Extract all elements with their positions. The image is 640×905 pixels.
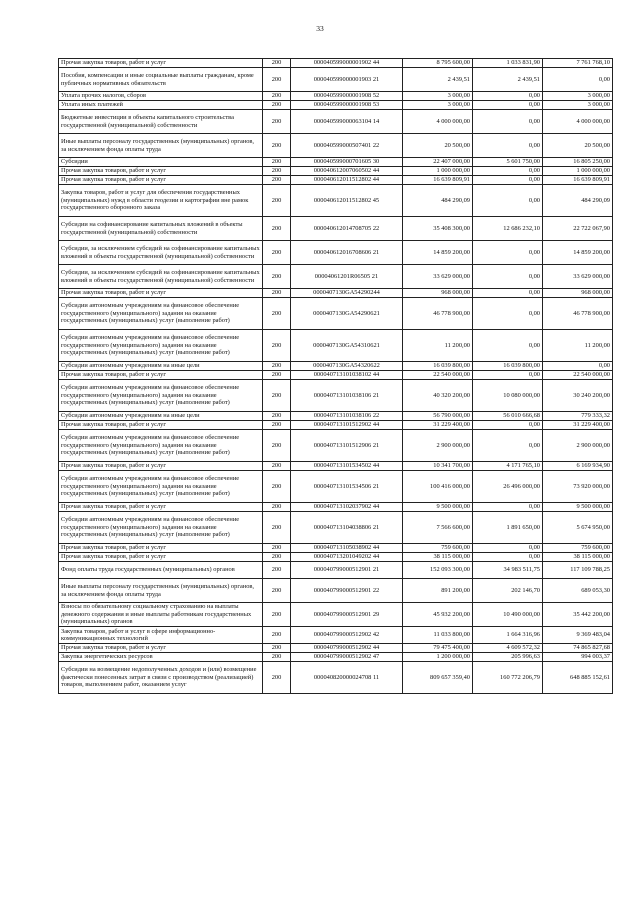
cell-line-code: 200 [263,110,291,134]
cell-classification-code: 000040713101038102 44 [291,371,403,380]
cell-approved: 100 416 000,00 [403,471,473,503]
cell-executed: 0,00 [473,265,543,289]
cell-line-code: 200 [263,562,291,579]
cell-unexecuted: 759 600,00 [543,544,613,553]
cell-classification-code: 0000407130GA54320622 [291,362,403,371]
table-row [59,380,613,412]
cell-approved: 40 320 200,00 [403,380,473,412]
table-row [59,101,613,110]
cell-classification-code: 000040799000512902 44 [291,644,403,653]
cell-approved: 1 200 000,00 [403,653,473,662]
cell-classification-code: 000040599000063104 14 [291,110,403,134]
cell-classification-code: 000040599000001908 53 [291,101,403,110]
cell-executed: 16 039 800,00 [473,362,543,371]
cell-unexecuted: 16 639 809,91 [543,176,613,185]
cell-name: Субсидии автономным учреждениям на финансовое обеспечение государственного (муниципального) задания на оказание государственных (муниципальных) услуг (выполнение работ) [59,330,263,362]
cell-line-code: 200 [263,176,291,185]
cell-executed: 160 772 206,79 [473,662,543,694]
cell-classification-code: 000040713101512902 44 [291,421,403,430]
cell-unexecuted: 9 500 000,00 [543,503,613,512]
table-row [59,59,613,68]
table-row [59,158,613,167]
table-row [59,562,613,579]
cell-classification-code: 000040799000512901 21 [291,562,403,579]
cell-executed: 5 601 750,00 [473,158,543,167]
table-row [59,662,613,694]
cell-unexecuted: 648 885 152,61 [543,662,613,694]
cell-line-code: 200 [263,68,291,92]
cell-approved: 20 500,00 [403,134,473,158]
table-row [59,176,613,185]
cell-classification-code: 000040799000512901 22 [291,579,403,603]
cell-executed: 10 080 000,00 [473,380,543,412]
cell-classification-code: 0000407130GA54310621 [291,330,403,362]
cell-approved: 968 000,00 [403,289,473,298]
cell-name: Субсидии на софинансирование капитальных вложений в объекты государственной (муниципальной) собственности [59,217,263,241]
cell-classification-code: 000040612014708705 22 [291,217,403,241]
cell-approved: 11 033 800,00 [403,627,473,644]
cell-name: Прочая закупка товаров, работ и услуг [59,59,263,68]
cell-classification-code: 000040713105038902 44 [291,544,403,553]
cell-approved: 14 859 200,00 [403,241,473,265]
cell-unexecuted: 779 333,32 [543,412,613,421]
cell-line-code: 200 [263,544,291,553]
cell-classification-code: 000040612007060502 44 [291,167,403,176]
cell-approved: 56 790 000,00 [403,412,473,421]
cell-executed: 0,00 [473,167,543,176]
cell-line-code: 200 [263,330,291,362]
cell-name: Прочая закупка товаров, работ и услуг [59,644,263,653]
cell-executed: 1 664 316,96 [473,627,543,644]
cell-unexecuted: 968 000,00 [543,289,613,298]
cell-executed: 1 033 831,90 [473,59,543,68]
cell-classification-code: 000040713101512906 21 [291,430,403,462]
cell-name: Прочая закупка товаров, работ и услуг [59,289,263,298]
cell-executed: 2 439,51 [473,68,543,92]
cell-line-code: 200 [263,167,291,176]
cell-name: Субсидии автономным учреждениям на финансовое обеспечение государственного (муниципального) задания на оказание государственных (муниципальных) услуг (выполнение работ) [59,512,263,544]
cell-approved: 45 932 200,00 [403,603,473,627]
cell-name: Прочая закупка товаров, работ и услуг [59,421,263,430]
cell-line-code: 200 [263,289,291,298]
cell-line-code: 200 [263,627,291,644]
cell-approved: 46 778 900,00 [403,298,473,330]
cell-approved: 4 000 000,00 [403,110,473,134]
cell-unexecuted: 46 778 900,00 [543,298,613,330]
cell-unexecuted: 35 442 200,00 [543,603,613,627]
cell-executed: 0,00 [473,430,543,462]
cell-executed: 0,00 [473,101,543,110]
cell-name: Прочая закупка товаров, работ и услуг [59,371,263,380]
cell-name: Закупка товаров, работ и услуг в сфере информационно-коммуникационных технологий [59,627,263,644]
cell-approved: 7 566 600,00 [403,512,473,544]
cell-line-code: 200 [263,653,291,662]
cell-line-code: 200 [263,371,291,380]
cell-executed: 1 891 650,00 [473,512,543,544]
cell-classification-code: 000040713102037902 44 [291,503,403,512]
cell-executed: 0,00 [473,553,543,562]
cell-executed: 34 983 511,75 [473,562,543,579]
cell-unexecuted: 1 000 000,00 [543,167,613,176]
cell-approved: 10 341 700,00 [403,462,473,471]
table-row [59,603,613,627]
cell-line-code: 200 [263,362,291,371]
cell-approved: 22 407 000,00 [403,158,473,167]
cell-name: Прочая закупка товаров, работ и услуг [59,503,263,512]
cell-name: Субсидии автономным учреждениям на финансовое обеспечение государственного (муниципального) задания на оказание государственных (муниципальных) услуг (выполнение работ) [59,298,263,330]
cell-approved: 3 000,00 [403,101,473,110]
cell-approved: 891 200,00 [403,579,473,603]
cell-line-code: 200 [263,512,291,544]
cell-approved: 35 408 300,00 [403,217,473,241]
cell-approved: 9 500 000,00 [403,503,473,512]
cell-executed: 4 609 572,32 [473,644,543,653]
cell-line-code: 200 [263,471,291,503]
cell-unexecuted: 7 761 768,10 [543,59,613,68]
cell-unexecuted: 38 115 000,00 [543,553,613,562]
cell-line-code: 200 [263,553,291,562]
cell-approved: 16 639 809,91 [403,176,473,185]
cell-executed: 0,00 [473,421,543,430]
cell-unexecuted: 2 900 000,00 [543,430,613,462]
table-row [59,421,613,430]
cell-line-code: 200 [263,241,291,265]
table-row [59,265,613,289]
cell-name: Пособия, компенсации и иные социальные выплаты гражданам, кроме публичных нормативных обязательств [59,68,263,92]
cell-classification-code: 000040713201049202 44 [291,553,403,562]
cell-line-code: 200 [263,579,291,603]
cell-classification-code: 000040612011512802 45 [291,185,403,217]
cell-line-code: 200 [263,603,291,627]
cell-name: Субсидии, за исключением субсидий на софинансирование капитальных вложений в объекты государственной (муниципальной) собственности [59,265,263,289]
cell-executed: 0,00 [473,371,543,380]
table-row [59,68,613,92]
table-row [59,430,613,462]
table-row [59,167,613,176]
budget-execution-table [58,58,613,694]
cell-unexecuted: 117 109 788,25 [543,562,613,579]
cell-unexecuted: 689 053,30 [543,579,613,603]
table-row [59,362,613,371]
cell-unexecuted: 11 200,00 [543,330,613,362]
cell-name: Прочая закупка товаров, работ и услуг [59,544,263,553]
cell-unexecuted: 0,00 [543,362,613,371]
cell-approved: 3 000,00 [403,92,473,101]
cell-line-code: 200 [263,298,291,330]
cell-approved: 16 039 800,00 [403,362,473,371]
cell-executed: 0,00 [473,503,543,512]
cell-classification-code: 000040799000512902 47 [291,653,403,662]
cell-approved: 809 657 359,40 [403,662,473,694]
cell-name: Субсидии автономным учреждениям на финансовое обеспечение государственного (муниципального) задания на оказание государственных (муниципальных) услуг (выполнение работ) [59,471,263,503]
cell-classification-code: 000040713104038806 21 [291,512,403,544]
cell-line-code: 200 [263,265,291,289]
cell-classification-code: 000040799000512902 42 [291,627,403,644]
cell-classification-code: 000040612011512802 44 [291,176,403,185]
cell-line-code: 200 [263,59,291,68]
cell-classification-code: 000040599000001902 44 [291,59,403,68]
cell-line-code: 200 [263,380,291,412]
cell-name: Субсидии, за исключением субсидий на софинансирование капитальных вложений в объекты государственной (муниципальной) собственности [59,241,263,265]
cell-name: Фонд оплаты труда государственных (муниципальных) органов [59,562,263,579]
table-row [59,627,613,644]
cell-name: Иные выплаты персоналу государственных (муниципальных) органов, за исключением фонда оплаты труда [59,579,263,603]
cell-classification-code: 000040599000507401 22 [291,134,403,158]
cell-line-code: 200 [263,421,291,430]
cell-unexecuted: 4 000 000,00 [543,110,613,134]
cell-line-code: 200 [263,462,291,471]
cell-name: Субсидии [59,158,263,167]
cell-executed: 0,00 [473,185,543,217]
cell-executed: 0,00 [473,330,543,362]
cell-executed: 0,00 [473,134,543,158]
cell-approved: 759 600,00 [403,544,473,553]
cell-name: Прочая закупка товаров, работ и услуг [59,167,263,176]
cell-name: Субсидии автономным учреждениям на финансовое обеспечение государственного (муниципального) задания на оказание государственных (муниципальных) услуг (выполнение работ) [59,430,263,462]
cell-unexecuted: 14 859 200,00 [543,241,613,265]
cell-approved: 11 200,00 [403,330,473,362]
cell-classification-code: 0000407130GA54290244 [291,289,403,298]
cell-classification-code: 000040713101038106 22 [291,412,403,421]
table-row [59,371,613,380]
cell-line-code: 200 [263,217,291,241]
cell-unexecuted: 6 169 934,90 [543,462,613,471]
cell-approved: 31 229 400,00 [403,421,473,430]
cell-name: Субсидии автономным учреждениям на иные цели [59,412,263,421]
cell-unexecuted: 994 003,37 [543,653,613,662]
table-row [59,503,613,512]
cell-line-code: 200 [263,134,291,158]
cell-unexecuted: 22 540 000,00 [543,371,613,380]
table-row [59,92,613,101]
table-row [59,134,613,158]
cell-line-code: 200 [263,412,291,421]
table-row [59,217,613,241]
cell-approved: 484 290,09 [403,185,473,217]
cell-name: Взносы по обязательному социальному страхованию на выплаты денежного содержания и иные выплаты работникам государственных (муниципальных) органов [59,603,263,627]
cell-executed: 56 010 666,68 [473,412,543,421]
cell-classification-code: 000040713101038106 21 [291,380,403,412]
cell-executed: 10 490 000,00 [473,603,543,627]
cell-unexecuted: 484 290,09 [543,185,613,217]
cell-line-code: 200 [263,662,291,694]
cell-name: Уплата прочих налогов, сборов [59,92,263,101]
cell-line-code: 200 [263,430,291,462]
cell-line-code: 200 [263,503,291,512]
cell-name: Прочая закупка товаров, работ и услуг [59,176,263,185]
cell-unexecuted: 3 000,00 [543,101,613,110]
table-row [59,462,613,471]
table-row [59,579,613,603]
table-row [59,241,613,265]
cell-unexecuted: 3 000,00 [543,92,613,101]
cell-unexecuted: 0,00 [543,68,613,92]
cell-unexecuted: 33 629 000,00 [543,265,613,289]
cell-classification-code: 000040599000001908 52 [291,92,403,101]
cell-executed: 12 686 232,10 [473,217,543,241]
cell-executed: 0,00 [473,110,543,134]
cell-executed: 0,00 [473,298,543,330]
cell-executed: 0,00 [473,544,543,553]
cell-name: Уплата иных платежей [59,101,263,110]
table-row [59,553,613,562]
cell-executed: 26 496 000,00 [473,471,543,503]
cell-executed: 4 171 765,10 [473,462,543,471]
cell-name: Прочая закупка товаров, работ и услуг [59,462,263,471]
table-row [59,185,613,217]
table-row [59,330,613,362]
cell-unexecuted: 9 369 483,04 [543,627,613,644]
cell-approved: 22 540 000,00 [403,371,473,380]
cell-executed: 0,00 [473,176,543,185]
cell-classification-code: 000040599000701605 30 [291,158,403,167]
table-row [59,298,613,330]
cell-unexecuted: 16 805 250,00 [543,158,613,167]
cell-unexecuted: 22 722 067,90 [543,217,613,241]
cell-line-code: 200 [263,158,291,167]
cell-approved: 152 093 300,00 [403,562,473,579]
page-number: 33 [316,24,324,33]
cell-classification-code: 000040713101534502 44 [291,462,403,471]
cell-line-code: 200 [263,92,291,101]
cell-name: Иные выплаты персоналу государственных (муниципальных) органов, за исключением фонда оплаты труда [59,134,263,158]
cell-executed: 205 996,63 [473,653,543,662]
cell-approved: 79 475 400,00 [403,644,473,653]
cell-classification-code: 000040612016708606 21 [291,241,403,265]
cell-name: Субсидии на возмещение недополученных доходов и (или) возмещение фактически понесенных затрат в связи с производством (реализацией) товаров, выполнением работ, оказанием услуг [59,662,263,694]
cell-classification-code: 000040599000001903 21 [291,68,403,92]
table-row [59,644,613,653]
cell-approved: 33 629 000,00 [403,265,473,289]
table-row [59,471,613,503]
table-row [59,544,613,553]
cell-executed: 0,00 [473,289,543,298]
cell-classification-code: 000040799000512901 29 [291,603,403,627]
cell-approved: 38 115 000,00 [403,553,473,562]
cell-approved: 2 439,51 [403,68,473,92]
cell-unexecuted: 74 865 827,68 [543,644,613,653]
cell-unexecuted: 31 229 400,00 [543,421,613,430]
cell-unexecuted: 30 240 200,00 [543,380,613,412]
cell-classification-code: 0000407130GA54290621 [291,298,403,330]
cell-unexecuted: 73 920 000,00 [543,471,613,503]
cell-classification-code: 000040820000024708 11 [291,662,403,694]
cell-approved: 8 795 600,00 [403,59,473,68]
cell-name: Субсидии автономным учреждениям на иные цели [59,362,263,371]
cell-line-code: 200 [263,644,291,653]
cell-name: Закупка товаров, работ и услуг для обеспечения государственных (муниципальных) нужд в области геодезии и картографии вне рамок государственного оборонного заказа [59,185,263,217]
cell-executed: 0,00 [473,241,543,265]
cell-line-code: 200 [263,101,291,110]
cell-line-code: 200 [263,185,291,217]
table-row [59,110,613,134]
cell-name: Бюджетные инвестиции в объекты капитального строительства государственной (муниципальной) собственности [59,110,263,134]
cell-name: Закупка энергетических ресурсов [59,653,263,662]
table-row [59,289,613,298]
cell-name: Прочая закупка товаров, работ и услуг [59,553,263,562]
cell-name: Субсидии автономным учреждениям на финансовое обеспечение государственного (муниципального) задания на оказание государственных (муниципальных) услуг (выполнение работ) [59,380,263,412]
cell-approved: 1 000 000,00 [403,167,473,176]
cell-classification-code: 00004061201R06505 21 [291,265,403,289]
cell-unexecuted: 5 674 950,00 [543,512,613,544]
table-row [59,653,613,662]
cell-executed: 0,00 [473,92,543,101]
cell-approved: 2 900 000,00 [403,430,473,462]
table-body [59,59,613,694]
cell-unexecuted: 20 500,00 [543,134,613,158]
cell-classification-code: 000040713101534506 21 [291,471,403,503]
table-row [59,512,613,544]
cell-executed: 202 146,70 [473,579,543,603]
table-row [59,412,613,421]
